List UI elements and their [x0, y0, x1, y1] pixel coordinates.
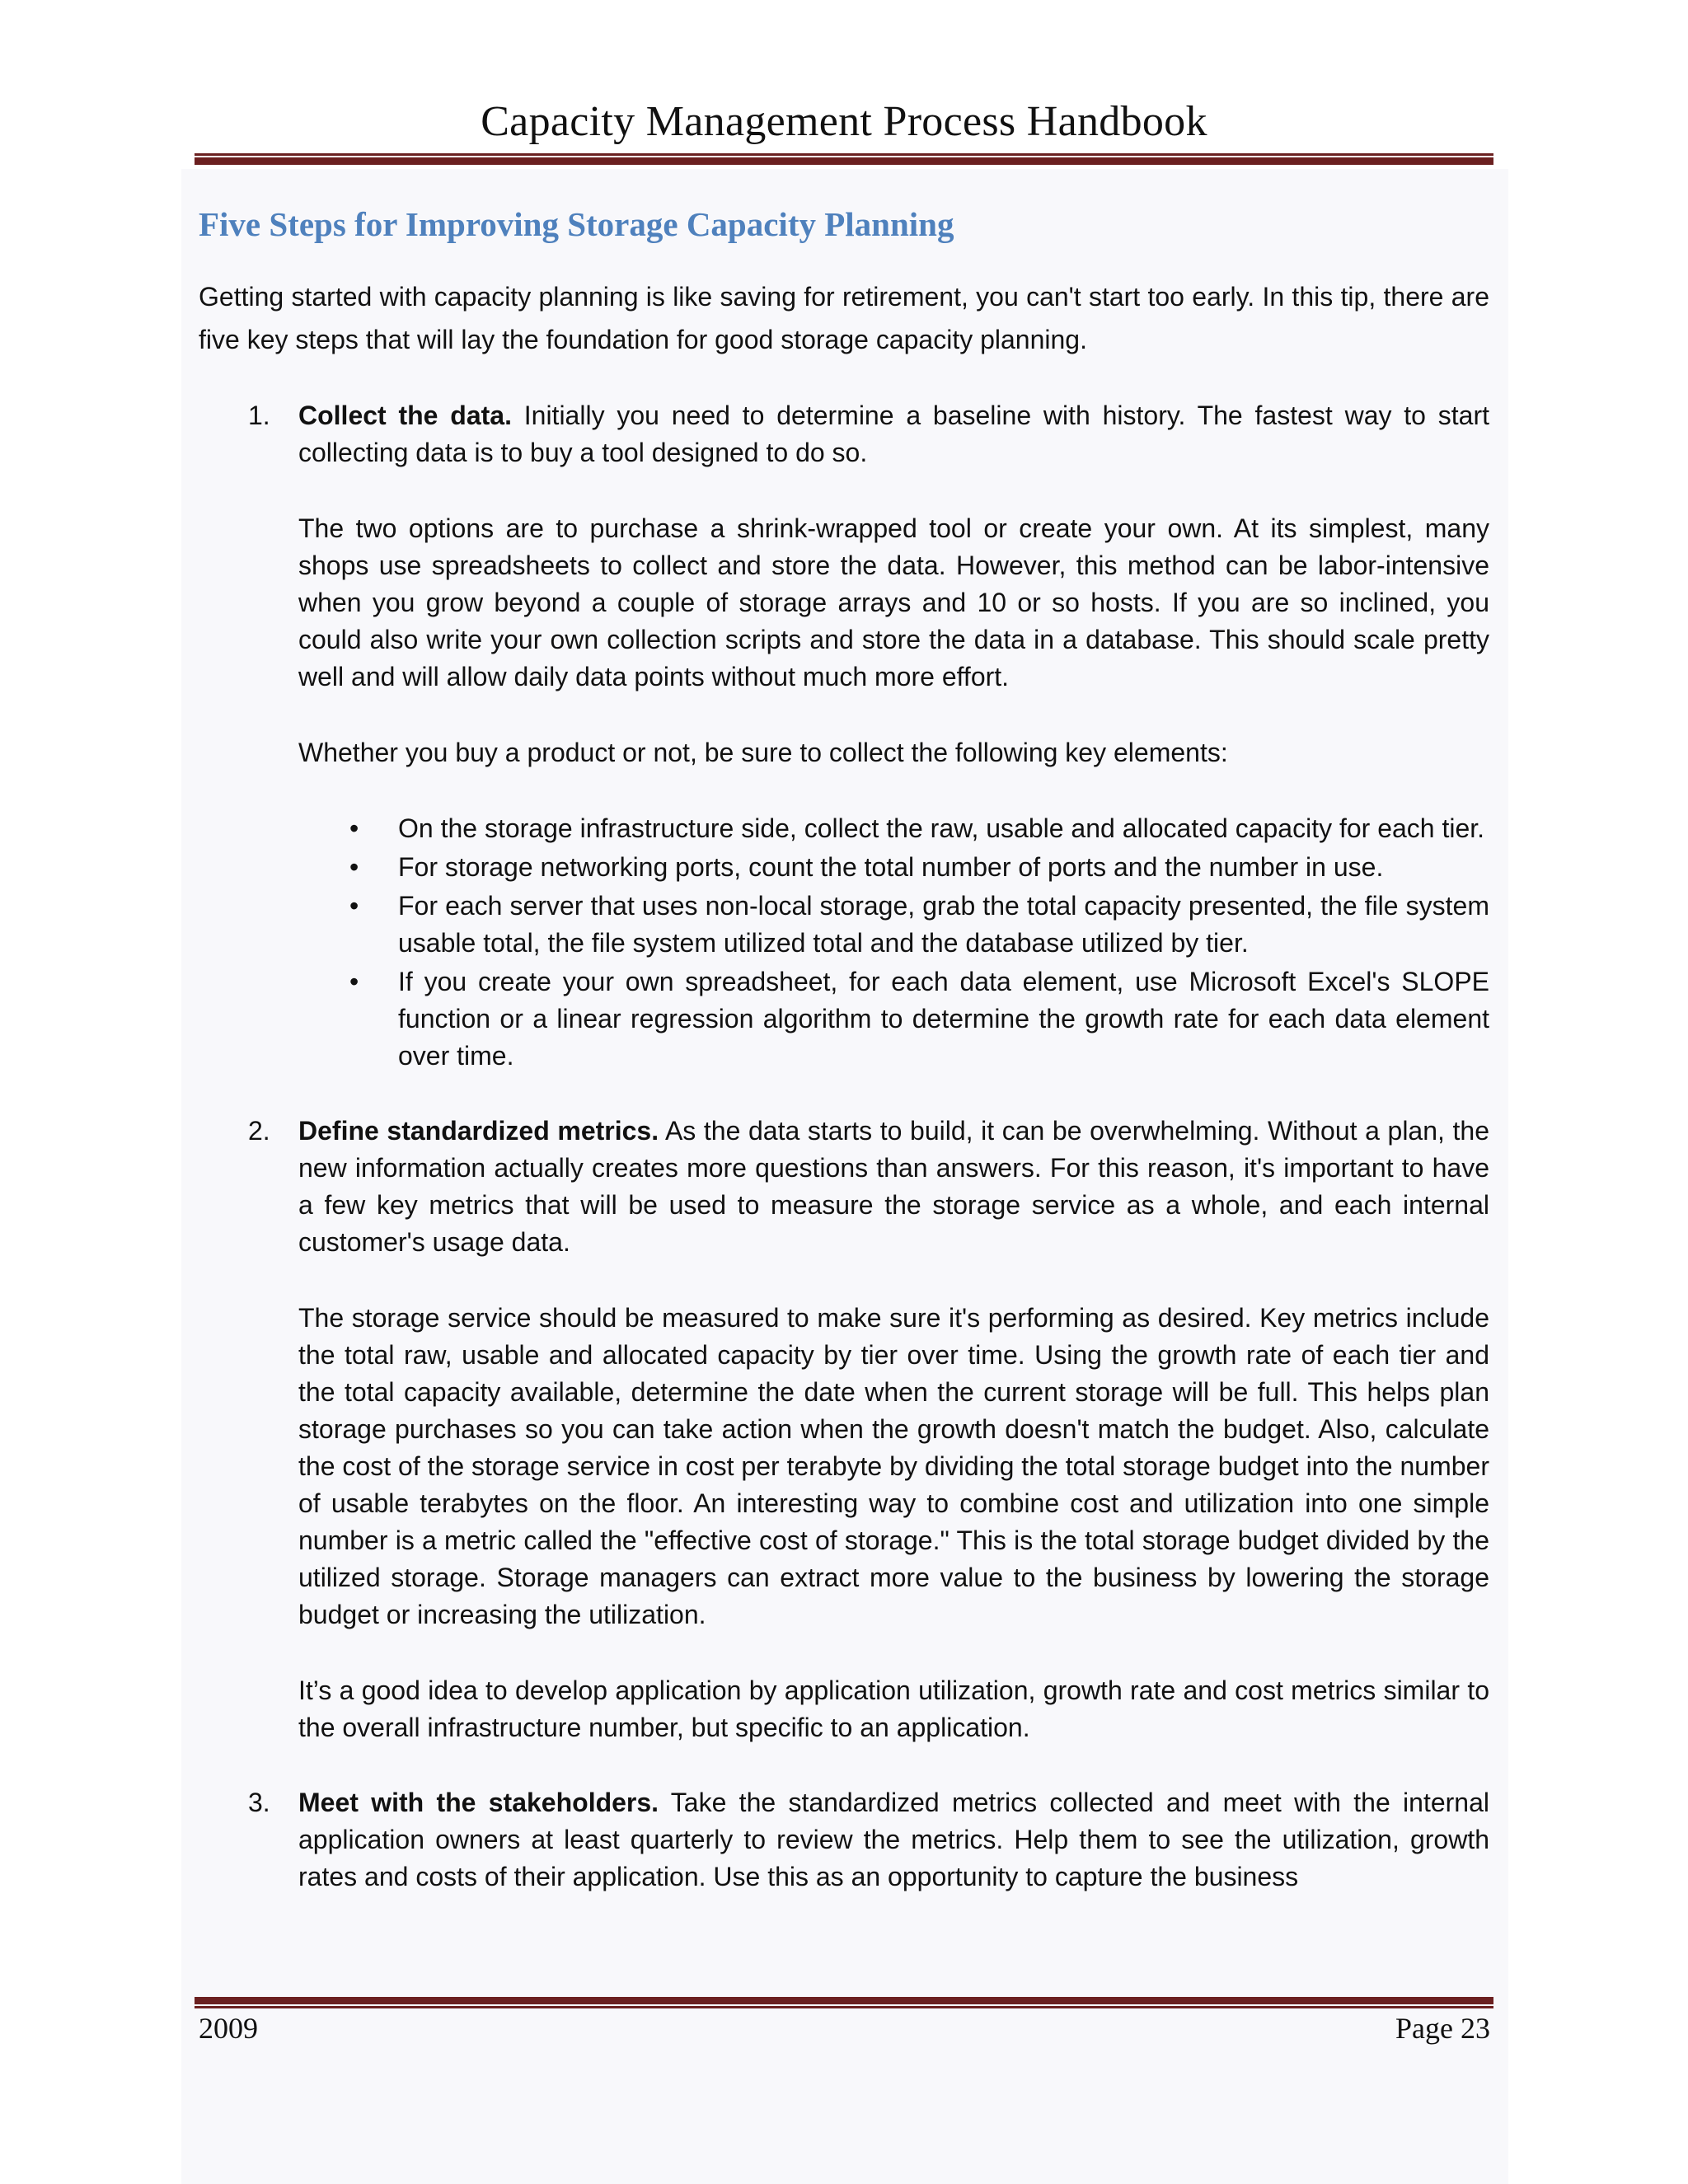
- steps-list: [199, 397, 1489, 1896]
- bullet-item: [298, 963, 1489, 1075]
- step-number: 2.: [248, 1116, 270, 1146]
- bullet-icon: •: [349, 813, 359, 843]
- bullet-icon: •: [349, 852, 359, 882]
- step-paragraph: The two options are to purchase a shrink-wrapped tool or create your own. At its simplest, many shops use spreadsheets to collect and store the data. However, this method can be labor-intensive when you grow beyond a couple of storage arrays and 10 or so hosts. If you are so inclined, you could also write your own collection scripts and store the data in a database. This should scale pretty well and will allow daily data points without much more effort.: [298, 513, 1489, 691]
- step-lead: Collect the data.: [298, 401, 512, 430]
- intro-paragraph: Getting started with capacity planning is like saving for retirement, you can't start too early. In this tip, there are five key steps that will lay the foundation for good storage capacity planning.: [199, 282, 1489, 354]
- step-number: 3.: [248, 1788, 270, 1817]
- step-item: [199, 397, 1489, 1075]
- bullet-item: [298, 888, 1489, 962]
- step-text: Initially you need to determine a baseline with history. The fastest way to start collecting data is to buy a tool designed to do so.: [298, 401, 1490, 467]
- bullet-list: [298, 810, 1489, 1075]
- document-body: [199, 198, 1489, 1933]
- footer-page-number: Page 23: [1395, 2012, 1490, 2045]
- page-header-title: Capacity Management Process Handbook: [481, 98, 1207, 145]
- footer-rule-thin: [195, 2006, 1493, 2008]
- bullet-icon: •: [349, 967, 359, 996]
- header-rule-thick: [195, 157, 1493, 165]
- step-item: [199, 1113, 1489, 1746]
- bullet-icon: •: [349, 891, 359, 921]
- footer-year: 2009: [199, 2012, 258, 2045]
- step-item: [199, 1784, 1489, 1896]
- bullet-item: [298, 810, 1489, 847]
- step-lead: Define standardized metrics.: [298, 1116, 659, 1146]
- step-text: As the data starts to build, it can be overwhelming. Without a plan, the new information actually creates more questions than answers. For this reason, it's important to have a few key metrics that will be used to measure the storage service as a whole, and each internal customer's usage data.: [298, 1116, 1490, 1257]
- step-paragraph: [298, 1784, 1489, 1896]
- step-paragraph: It’s a good idea to develop application by application utilization, growth rate and cost metrics similar to the overall infrastructure number, but specific to an application.: [298, 1675, 1489, 1742]
- bullet-text: On the storage infrastructure side, collect the raw, usable and allocated capacity for each tier.: [398, 813, 1485, 843]
- step-paragraph: [298, 397, 1489, 471]
- footer-rule-thick: [195, 1997, 1493, 2004]
- step-text: Take the standardized metrics collected and meet with the internal application owners at least quarterly to review the metrics. Help them to see the utilization, growth rates and costs of their application. Use this as an opportunity to capture the business: [298, 1788, 1490, 1891]
- header-rule-thin: [195, 153, 1493, 156]
- step-paragraph: The storage service should be measured to make sure it's performing as desired. Key metrics include the total raw, usable and allocated capacity by tier over time. Using the growth rate of each tier and the total capacity available, determine the date when the current storage will be full. This helps plan storage purchases so you can take action when the growth doesn't match the budget. Also, calculate the cost of the storage service in cost per terabyte by dividing the total storage budget into the number of usable terabytes on the floor. An interesting way to combine cost and utilization into one simple number is a metric called the "effective cost of storage." This is the total storage budget divided by the utilized storage. Storage managers can extract more value to the business by lowering the storage budget or increasing the utilization.: [298, 1303, 1489, 1629]
- step-paragraph: Whether you buy a product or not, be sure to collect the following key elements:: [298, 738, 1228, 767]
- section-heading: Five Steps for Improving Storage Capacity Planning: [199, 205, 954, 243]
- step-lead: Meet with the stakeholders.: [298, 1788, 659, 1817]
- bullet-item: [298, 849, 1489, 886]
- step-paragraph: [298, 1113, 1489, 1261]
- bullet-text: For each server that uses non-local storage, grab the total capacity presented, the file system usable total, the file system utilized total and the database utilized by tier.: [398, 891, 1489, 958]
- bullet-text: If you create your own spreadsheet, for each data element, use Microsoft Excel's SLOPE function or a linear regression algorithm to determine the growth rate for each data element over time.: [398, 967, 1489, 1071]
- bullet-text: For storage networking ports, count the total number of ports and the number in use.: [398, 852, 1384, 882]
- step-number: 1.: [248, 401, 270, 430]
